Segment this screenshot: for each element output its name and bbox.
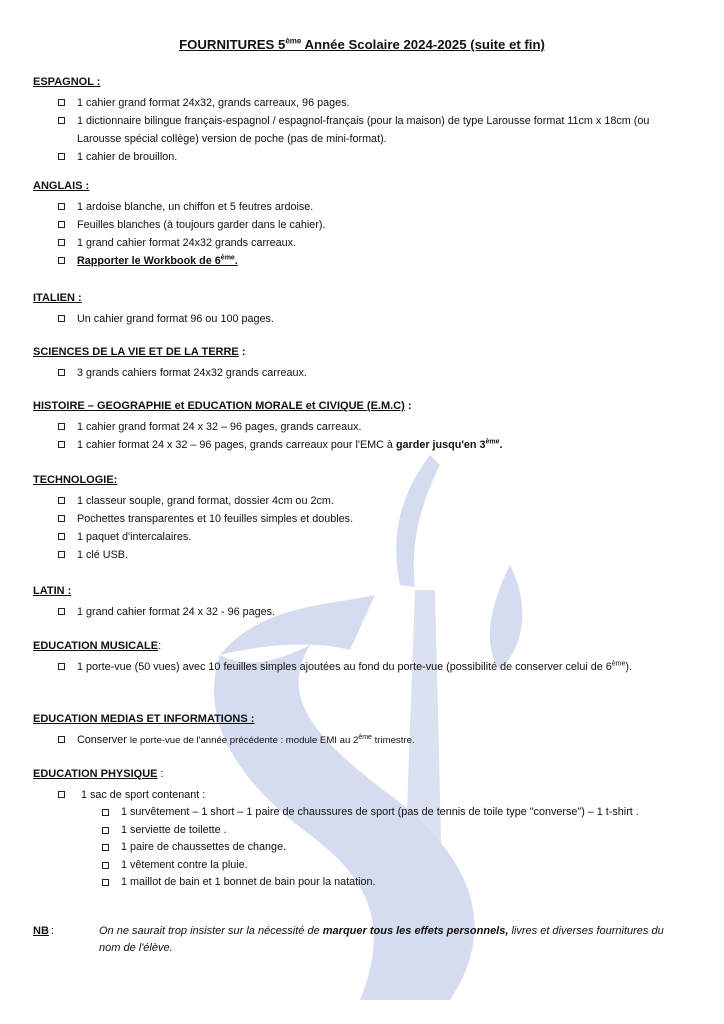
section-heading: HISTOIRE – GEOGRAPHIE et EDUCATION MORALE et CIVIQUE (E.M.C) : — [33, 400, 412, 412]
list-item: 1 classeur souple, grand format, dossier 4cm ou 2cm. — [33, 492, 693, 510]
list-item: 1 dictionnaire bilingue français-espagnol / espagnol-français (pour la maison) de type Larousse format 11cm x 18cm (ou Larousse spécial collège) version de poche (pas de mini-format). — [33, 112, 693, 148]
checkbox-icon — [58, 791, 65, 798]
section-espagnol — [33, 74, 693, 166]
nb-note — [33, 923, 673, 957]
checkbox-icon — [58, 315, 65, 322]
section-heading: TECHNOLOGIE: — [33, 474, 118, 486]
section-heading: SCIENCES DE LA VIE ET DE LA TERRE : — [33, 346, 246, 358]
section-heading: EDUCATION PHYSIQUE : — [33, 768, 164, 780]
checkbox-icon — [58, 497, 65, 504]
checkbox-icon — [102, 844, 109, 851]
list-item: Feuilles blanches (à toujours garder dans le cahier). — [33, 216, 693, 234]
list-item: Conserver le porte-vue de l'année précédente : module EMI au 2ème trimestre. — [33, 731, 693, 750]
checkbox-icon — [58, 99, 65, 106]
section-technologie — [33, 472, 693, 564]
checkbox-icon — [102, 809, 109, 816]
checkbox-icon — [102, 862, 109, 869]
list-item: 1 cahier format 24 x 32 – 96 pages, grands carreaux pour l'EMC à garder jusqu'en 3ème. — [33, 436, 693, 454]
list-item: Pochettes transparentes et 10 feuilles simples et doubles. — [33, 510, 693, 528]
checkbox-icon — [58, 736, 65, 743]
section-heading: ITALIEN : — [33, 292, 82, 304]
section-musique — [33, 638, 693, 676]
checkbox-icon — [58, 257, 65, 264]
checkbox-icon — [58, 221, 65, 228]
checkbox-icon — [58, 153, 65, 160]
sub-list-item: 1 vêtement contre la pluie. — [33, 857, 693, 875]
checkbox-icon — [58, 608, 65, 615]
section-svt — [33, 344, 693, 382]
list-item: 1 grand cahier format 24x32 grands carreaux. — [33, 234, 693, 252]
section-histoire — [33, 398, 693, 454]
list-item: 1 clé USB. — [33, 546, 693, 564]
section-heading: EDUCATION MEDIAS ET INFORMATIONS : — [33, 713, 255, 725]
nb-colon: : — [51, 925, 55, 937]
nb-label: NB — [33, 925, 49, 937]
list-item: 1 grand cahier format 24 x 32 - 96 pages. — [33, 603, 693, 621]
section-anglais — [33, 178, 693, 270]
checkbox-icon — [58, 551, 65, 558]
section-emi — [33, 711, 693, 750]
section-eps — [33, 766, 693, 892]
list-item: 1 cahier de brouillon. — [33, 148, 693, 166]
checkbox-icon — [58, 369, 65, 376]
checkbox-icon — [102, 879, 109, 886]
checkbox-icon — [102, 827, 109, 834]
checkbox-icon — [58, 239, 65, 246]
list-item: 1 cahier grand format 24x32, grands carreaux, 96 pages. — [33, 94, 693, 112]
checkbox-icon — [58, 423, 65, 430]
list-item: Un cahier grand format 96 ou 100 pages. — [33, 310, 693, 328]
sub-list-item: 1 paire de chaussettes de change. — [33, 839, 693, 857]
nb-text: On ne saurait trop insister sur la nécessité de marquer tous les effets personnels, livres et diverses fournitures du nom de l'élève. — [99, 925, 664, 954]
list-item-workbook: Rapporter le Workbook de 6ème. — [33, 252, 693, 270]
checkbox-icon — [58, 533, 65, 540]
list-item: 1 cahier grand format 24 x 32 – 96 pages, grands carreaux. — [33, 418, 693, 436]
sub-list-item: 1 serviette de toilette . — [33, 822, 693, 840]
section-heading: ANGLAIS : — [33, 180, 90, 192]
checkbox-icon — [58, 663, 65, 670]
checkbox-icon — [58, 441, 65, 448]
section-latin — [33, 583, 693, 621]
checkbox-icon — [58, 515, 65, 522]
checkbox-icon — [58, 117, 65, 124]
section-italien — [33, 290, 693, 328]
list-item: 1 sac de sport contenant : — [33, 786, 693, 804]
list-item: 3 grands cahiers format 24x32 grands carreaux. — [33, 364, 693, 382]
list-item: 1 porte-vue (50 vues) avec 10 feuilles simples ajoutées au fond du porte-vue (possibilité de conserver celui de 6ème). — [33, 658, 693, 676]
checkbox-icon — [58, 203, 65, 210]
sub-list-item: 1 maillot de bain et 1 bonnet de bain pour la natation. — [33, 874, 693, 892]
section-heading: ESPAGNOL : — [33, 76, 101, 88]
page-title: FOURNITURES 5ème Année Scolaire 2024-2025 (suite et fin) — [179, 36, 545, 52]
section-heading: LATIN : — [33, 585, 72, 597]
section-heading: EDUCATION MUSICALE: — [33, 640, 162, 652]
list-item: 1 ardoise blanche, un chiffon et 5 feutres ardoise. — [33, 198, 693, 216]
sub-list-item: 1 survêtement – 1 short – 1 paire de chaussures de sport (pas de tennis de toile type "converse") – 1 t-shirt . — [33, 804, 693, 822]
list-item: 1 paquet d'intercalaires. — [33, 528, 693, 546]
